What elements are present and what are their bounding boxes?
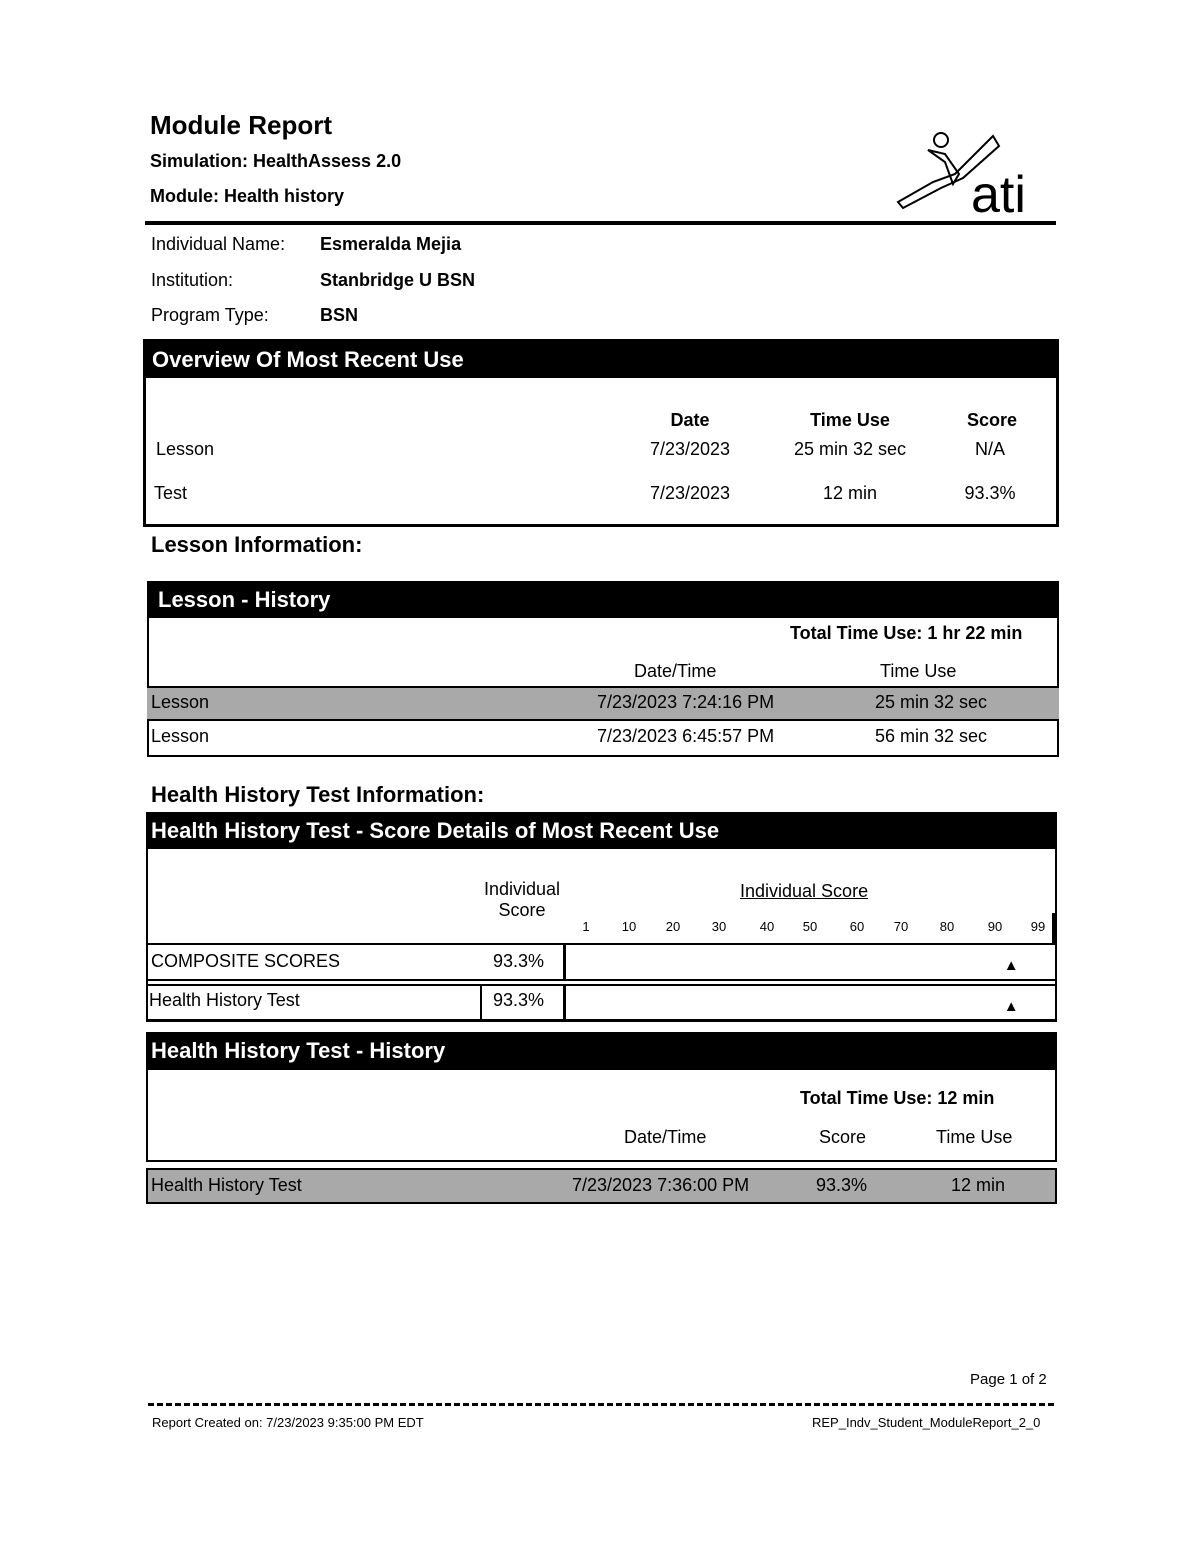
scale-title: Individual Score — [740, 881, 869, 901]
institution-value: Stanbridge U BSN — [320, 270, 476, 290]
column-divider — [563, 943, 566, 981]
overview-lesson-label: Lesson — [156, 439, 215, 459]
scale-tick: 90 — [987, 919, 1003, 934]
individual-score-col-line2: Score — [498, 900, 546, 920]
test-col-time: Time Use — [936, 1127, 1013, 1147]
test-col-score: Score — [819, 1127, 867, 1147]
overview-test-score: 93.3% — [964, 483, 1016, 503]
logo-text: ati — [971, 166, 1026, 218]
test-col-datetime: Date/Time — [624, 1127, 707, 1147]
overview-header-date: Date — [670, 410, 710, 430]
program-label: Program Type: — [151, 305, 269, 325]
composite-score-marker: ▲ — [1003, 957, 1019, 974]
scale-tick: 50 — [802, 919, 818, 934]
overview-lesson-time: 25 min 32 sec — [793, 439, 907, 459]
individual-score-col-line1: Individual — [483, 879, 561, 899]
scale-tick: 10 — [621, 919, 637, 934]
scale-tick: 60 — [849, 919, 865, 934]
lesson-info-heading: Lesson Information: — [151, 532, 363, 557]
test-score-value: 93.3% — [493, 990, 545, 1010]
report-id: REP_Indv_Student_ModuleReport_2_0 — [812, 1415, 1041, 1430]
ati-logo — [893, 128, 1043, 218]
overview-lesson-score: N/A — [974, 439, 1005, 459]
scale-tick: 80 — [939, 919, 955, 934]
scale-tick: 20 — [665, 919, 681, 934]
lesson-history-title: Lesson - History — [147, 581, 1059, 618]
page-title: Module Report — [150, 110, 332, 140]
overview-header-time: Time Use — [810, 410, 890, 430]
test-history-row-datetime: 7/23/2023 7:36:00 PM — [572, 1175, 750, 1195]
lesson-row-2-time: 56 min 32 sec — [875, 726, 988, 746]
overview-test-time: 12 min — [822, 483, 878, 503]
header-divider — [145, 221, 1056, 225]
institution-label: Institution: — [151, 270, 234, 290]
overview-title: Overview Of Most Recent Use — [146, 341, 1056, 378]
footer-divider — [148, 1403, 1054, 1406]
page-number: Page 1 of 2 — [970, 1371, 1047, 1388]
lesson-total-time: Total Time Use: 1 hr 22 min — [790, 623, 1023, 643]
scale-tick: 70 — [893, 919, 909, 934]
column-divider — [563, 984, 566, 1022]
lesson-col-time: Time Use — [880, 661, 957, 681]
overview-test-label: Test — [154, 483, 188, 503]
lesson-row-1-label: Lesson — [151, 692, 210, 712]
logo-head-shape — [934, 133, 948, 147]
report-created: Report Created on: 7/23/2023 9:35:00 PM EDT — [152, 1415, 424, 1430]
scale-tick: 99 — [1030, 919, 1046, 934]
scale-end-bar — [1052, 913, 1055, 943]
module-name: Module: Health history — [150, 186, 345, 206]
simulation-name: Simulation: HealthAssess 2.0 — [150, 151, 402, 171]
lesson-row-2-label: Lesson — [151, 726, 210, 746]
scale-tick: 1 — [582, 919, 590, 934]
test-history-title: Health History Test - History — [146, 1032, 1057, 1070]
column-divider — [480, 984, 482, 1022]
overview-test-date: 7/23/2023 — [649, 483, 731, 503]
lesson-row-2-datetime: 7/23/2023 6:45:57 PM — [597, 726, 775, 746]
score-details-title: Health History Test - Score Details of Most Recent Use — [146, 812, 1057, 849]
lesson-row-1-datetime: 7/23/2023 7:24:16 PM — [597, 692, 775, 712]
composite-label: COMPOSITE SCORES — [151, 951, 341, 971]
scale-tick: 30 — [711, 919, 727, 934]
test-history-row-label: Health History Test — [151, 1175, 302, 1195]
overview-header-score: Score — [966, 410, 1018, 430]
test-total-time: Total Time Use: 12 min — [800, 1088, 995, 1108]
test-score-label: Health History Test — [149, 990, 300, 1010]
program-value: BSN — [320, 305, 359, 325]
composite-score: 93.3% — [493, 951, 545, 971]
name-value: Esmeralda Mejia — [320, 234, 462, 254]
lesson-row-1-time: 25 min 32 sec — [875, 692, 988, 712]
scale-tick: 40 — [759, 919, 775, 934]
lesson-col-datetime: Date/Time — [634, 661, 717, 681]
test-history-row-time: 12 min — [951, 1175, 1006, 1195]
test-history-row-score: 93.3% — [816, 1175, 868, 1195]
overview-lesson-date: 7/23/2023 — [649, 439, 731, 459]
test-info-heading: Health History Test Information: — [151, 782, 485, 807]
name-label: Individual Name: — [151, 234, 286, 254]
test-score-marker: ▲ — [1003, 998, 1019, 1015]
